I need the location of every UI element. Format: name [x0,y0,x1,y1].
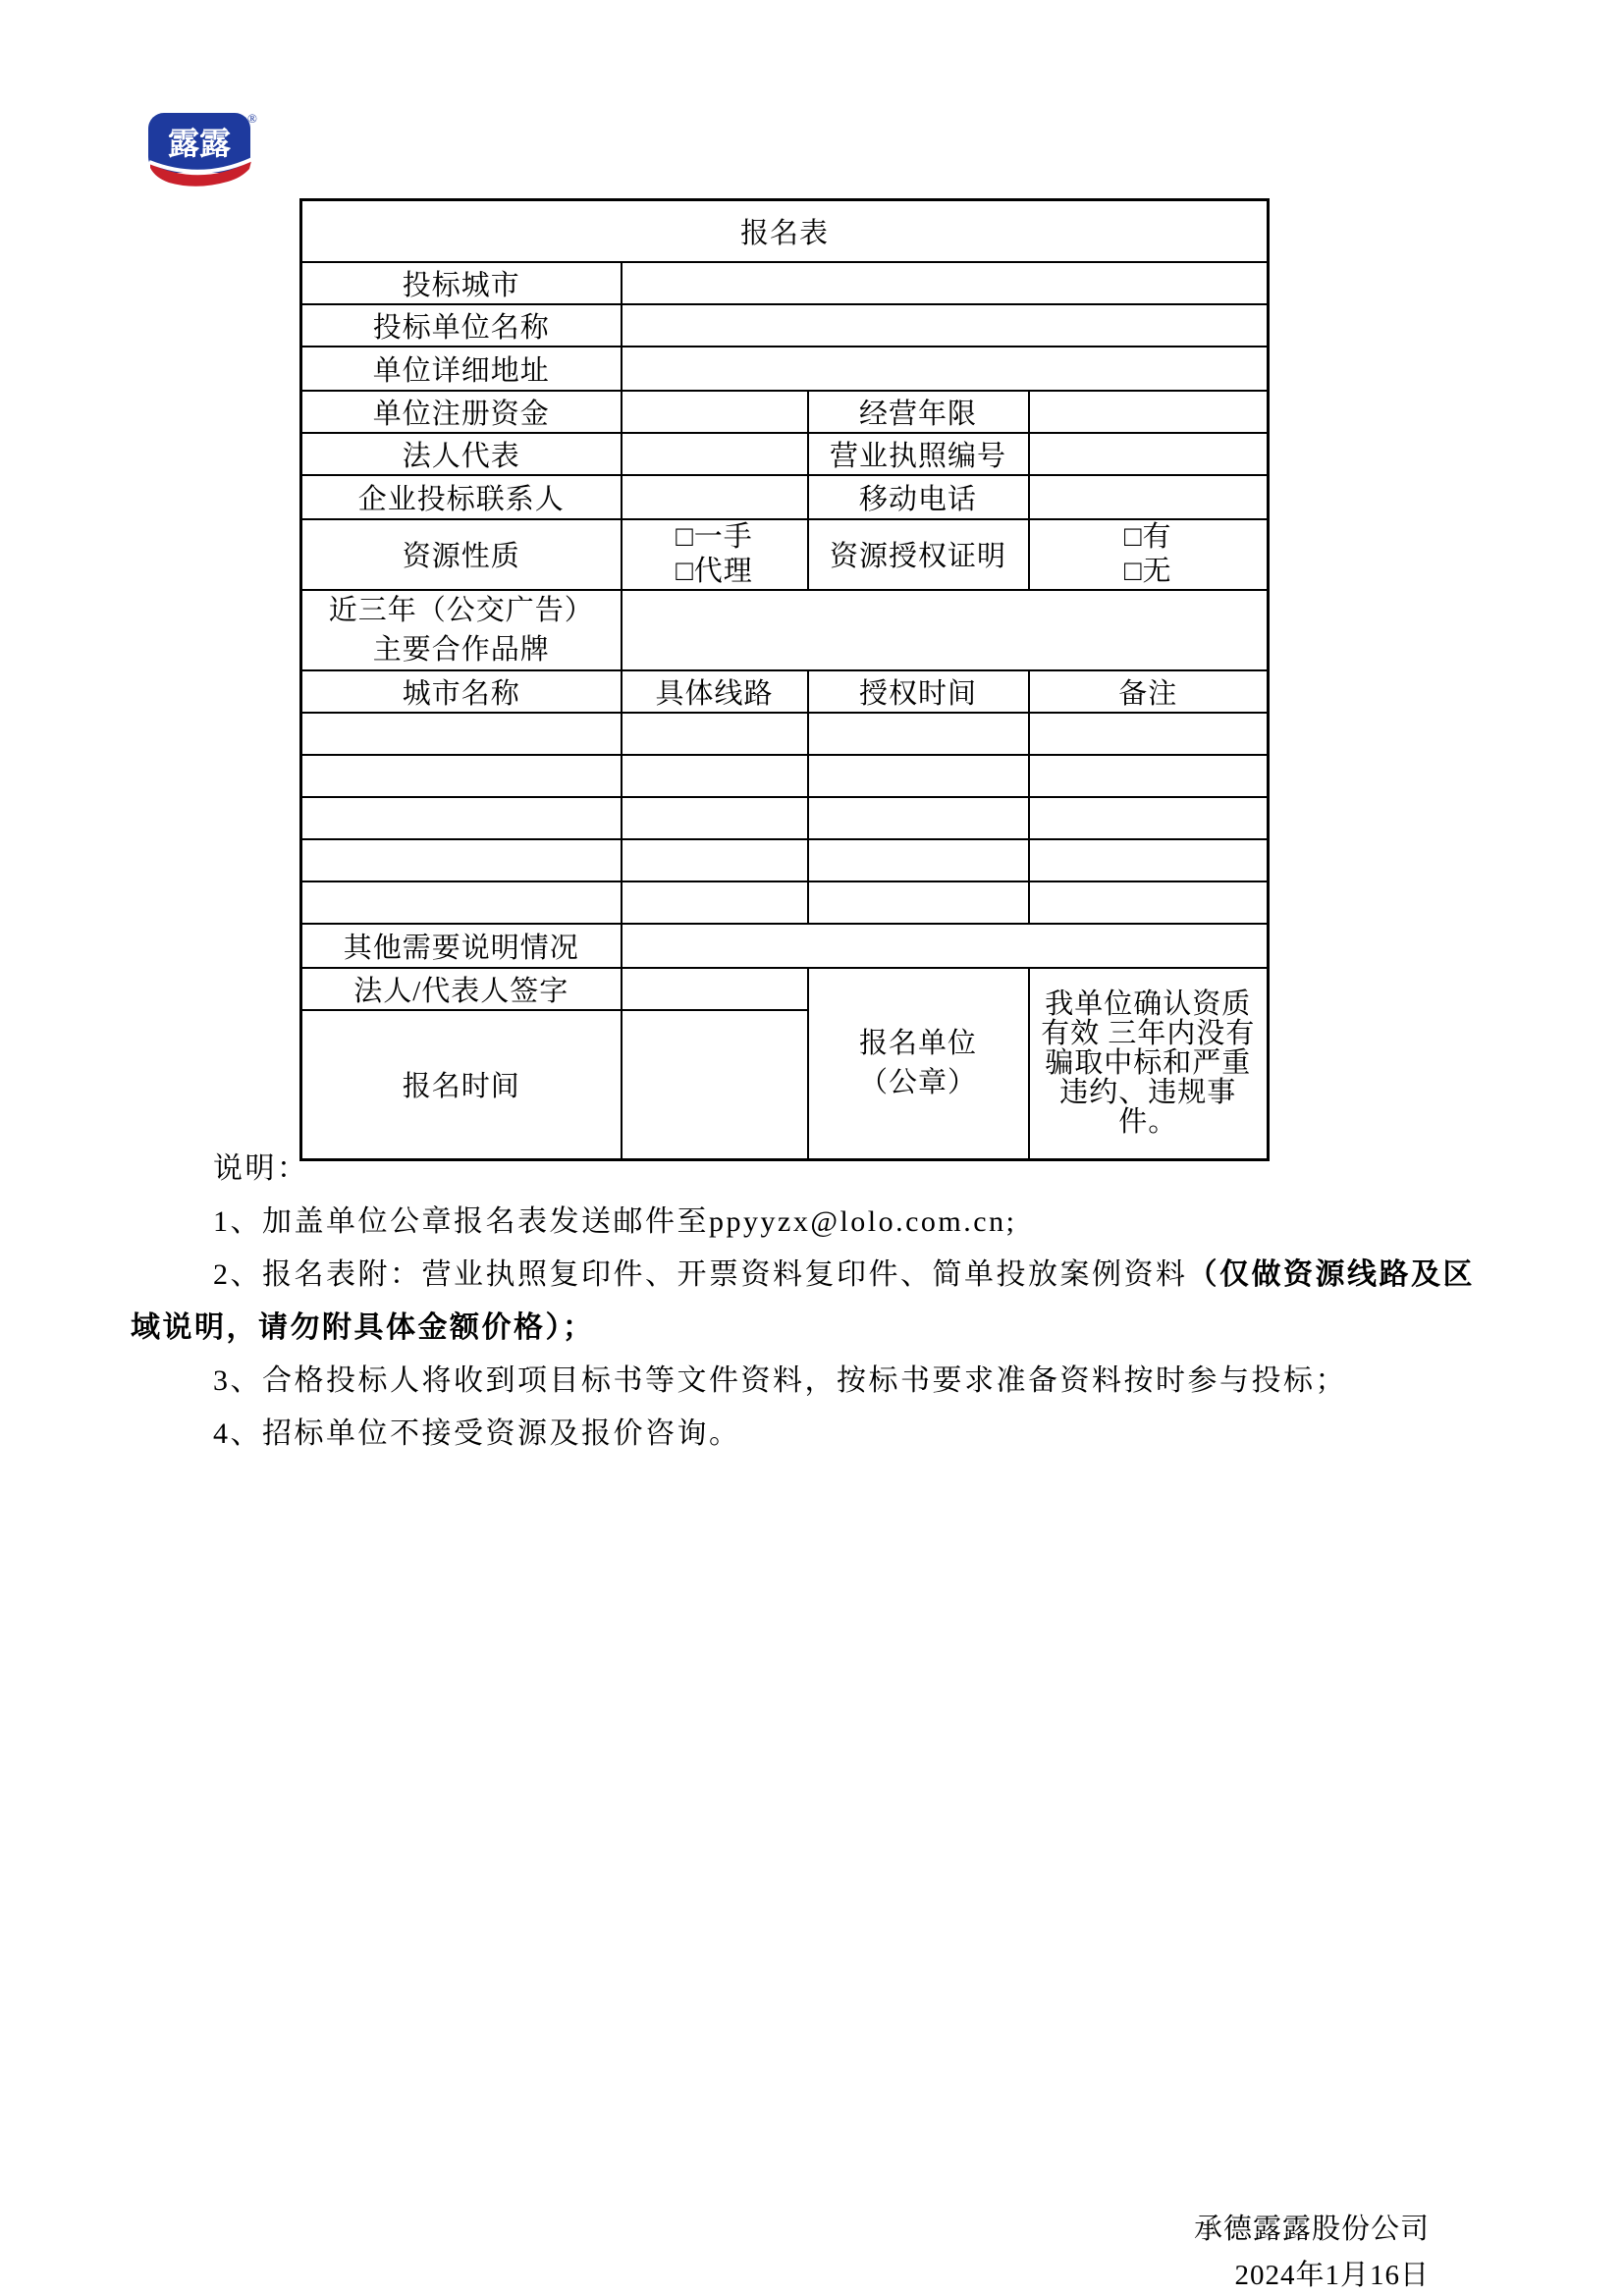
city-table-empty-cell[interactable] [301,713,622,755]
input-cell-operating-years[interactable] [1029,391,1269,433]
row-signature [301,968,1269,1010]
input-cell-signature[interactable] [622,968,808,1010]
row-address [301,347,1269,391]
note-item-4: 4、招标单位不接受资源及报价咨询。 [213,1417,741,1450]
label-address: 单位详细地址 [301,347,622,391]
note-item-2-bold: （仅做资源线路及区域说明，请勿附具体金额价格）； [131,1258,1475,1344]
label-bid-city: 投标城市 [301,262,622,304]
row-bid-city [301,262,1269,304]
declaration-text: 我单位确认资质有效 三年内没有骗取中标和严重违约、违规事件。 [1029,968,1269,1160]
city-table-empty-cell[interactable] [808,881,1029,924]
city-table-empty-cell[interactable] [808,797,1029,839]
checkbox-first-hand[interactable]: □一手 [676,520,753,553]
logo-brand-text: 露露 [167,126,232,161]
input-cell-registered-capital[interactable] [622,391,808,433]
city-table-empty-cell[interactable] [808,713,1029,755]
header-city-name: 城市名称 [301,670,622,713]
city-table-empty-row [301,839,1269,881]
note-item-2 [131,1249,1497,1355]
row-other-remarks [301,924,1269,968]
city-table-empty-cell[interactable] [622,839,808,881]
city-table-header-row [301,670,1269,713]
form-title-row [301,200,1269,262]
city-table-empty-cell[interactable] [301,839,622,881]
row-legal-license [301,433,1269,475]
city-table-empty-cell[interactable] [622,713,808,755]
city-table-empty-cell[interactable] [301,797,622,839]
header-auth-time: 授权时间 [808,670,1029,713]
label-mobile-phone: 移动电话 [808,475,1029,519]
input-cell-legal-representative[interactable] [622,433,808,475]
city-table-empty-cell[interactable] [1029,881,1269,924]
city-table-empty-row [301,881,1269,924]
city-table-empty-cell[interactable] [1029,839,1269,881]
city-table-empty-cell[interactable] [1029,797,1269,839]
label-resource-authorization: 资源授权证明 [808,519,1029,590]
city-table-empty-cell[interactable] [622,755,808,797]
input-cell-registration-time[interactable] [622,1010,808,1160]
city-table-empty-cell[interactable] [808,839,1029,881]
city-table-empty-cell[interactable] [301,755,622,797]
resource-nature-options-cell [622,519,808,590]
label-bidder-name: 投标单位名称 [301,304,622,347]
label-business-license-no: 营业执照编号 [808,433,1029,475]
city-table-empty-cell[interactable] [622,881,808,924]
label-registration-unit-seal [808,968,1029,1160]
label-legal-representative: 法人代表 [301,433,622,475]
row-contact-phone [301,475,1269,519]
label-recent-brands-line1: 近三年（公交广告） [328,594,594,626]
label-bid-contact: 企业投标联系人 [301,475,622,519]
label-other-remarks: 其他需要说明情况 [301,924,622,968]
resource-authorization-options-cell [1029,519,1269,590]
label-recent-brands [301,590,622,670]
city-table-empty-row [301,797,1269,839]
row-capital-years [301,391,1269,433]
label-recent-brands-line2: 主要合作品牌 [372,633,550,666]
note-item-3: 3、合格投标人将收到项目标书等文件资料，按标书要求准备资料按时参与投标； [213,1364,1347,1397]
label-registered-capital: 单位注册资金 [301,391,622,433]
input-cell-other-remarks[interactable] [622,924,1269,968]
lolo-brand-logo [145,111,259,191]
footer-date: 2024年1月16日 [1234,2260,1430,2291]
row-bidder-name [301,304,1269,347]
input-cell-business-license-no[interactable] [1029,433,1269,475]
registration-form-table [299,198,1270,1161]
row-recent-brands [301,590,1269,670]
input-cell-bid-contact[interactable] [622,475,808,519]
notes-heading: 说明： [213,1152,309,1185]
checkbox-agency[interactable]: □代理 [676,555,753,587]
footer-company-name: 承德露露股份公司 [1193,2214,1430,2245]
label-operating-years: 经营年限 [808,391,1029,433]
notes-section [131,1143,1497,1461]
header-remark: 备注 [1029,670,1269,713]
label-registration-time: 报名时间 [301,1010,622,1160]
registered-trademark-icon: ® [247,111,257,126]
header-route: 具体线路 [622,670,808,713]
label-registration-unit-line1: 报名单位 [858,1028,977,1060]
row-resource-nature [301,519,1269,590]
city-table-empty-cell[interactable] [301,881,622,924]
input-cell-recent-brands[interactable] [622,590,1269,670]
city-table-empty-row [301,713,1269,755]
city-table-empty-cell[interactable] [622,797,808,839]
input-cell-mobile-phone[interactable] [1029,475,1269,519]
form-title: 报名表 [301,200,1269,262]
city-table-empty-cell[interactable] [808,755,1029,797]
input-cell-address[interactable] [622,347,1269,391]
label-resource-nature: 资源性质 [301,519,622,590]
checkbox-no-authorization[interactable]: □无 [1123,555,1172,587]
note-item-1: 1、加盖单位公章报名表发送邮件至ppyyzx@lolo.com.cn; [213,1205,1017,1238]
checkbox-has-authorization[interactable]: □有 [1123,520,1172,553]
input-cell-bid-city[interactable] [622,262,1269,304]
lolo-logo-graphic [145,111,259,191]
label-registration-unit-line2: （公章） [858,1067,977,1099]
city-table-empty-cell[interactable] [1029,713,1269,755]
label-signature: 法人/代表人签字 [301,968,622,1010]
footer-block [1194,2207,1430,2296]
city-table-empty-row [301,755,1269,797]
city-table-empty-cell[interactable] [1029,755,1269,797]
input-cell-bidder-name[interactable] [622,304,1269,347]
note-item-2-normal: 2、报名表附：营业执照复印件、开票资料复印件、简单投放案例资料 [213,1258,1188,1291]
